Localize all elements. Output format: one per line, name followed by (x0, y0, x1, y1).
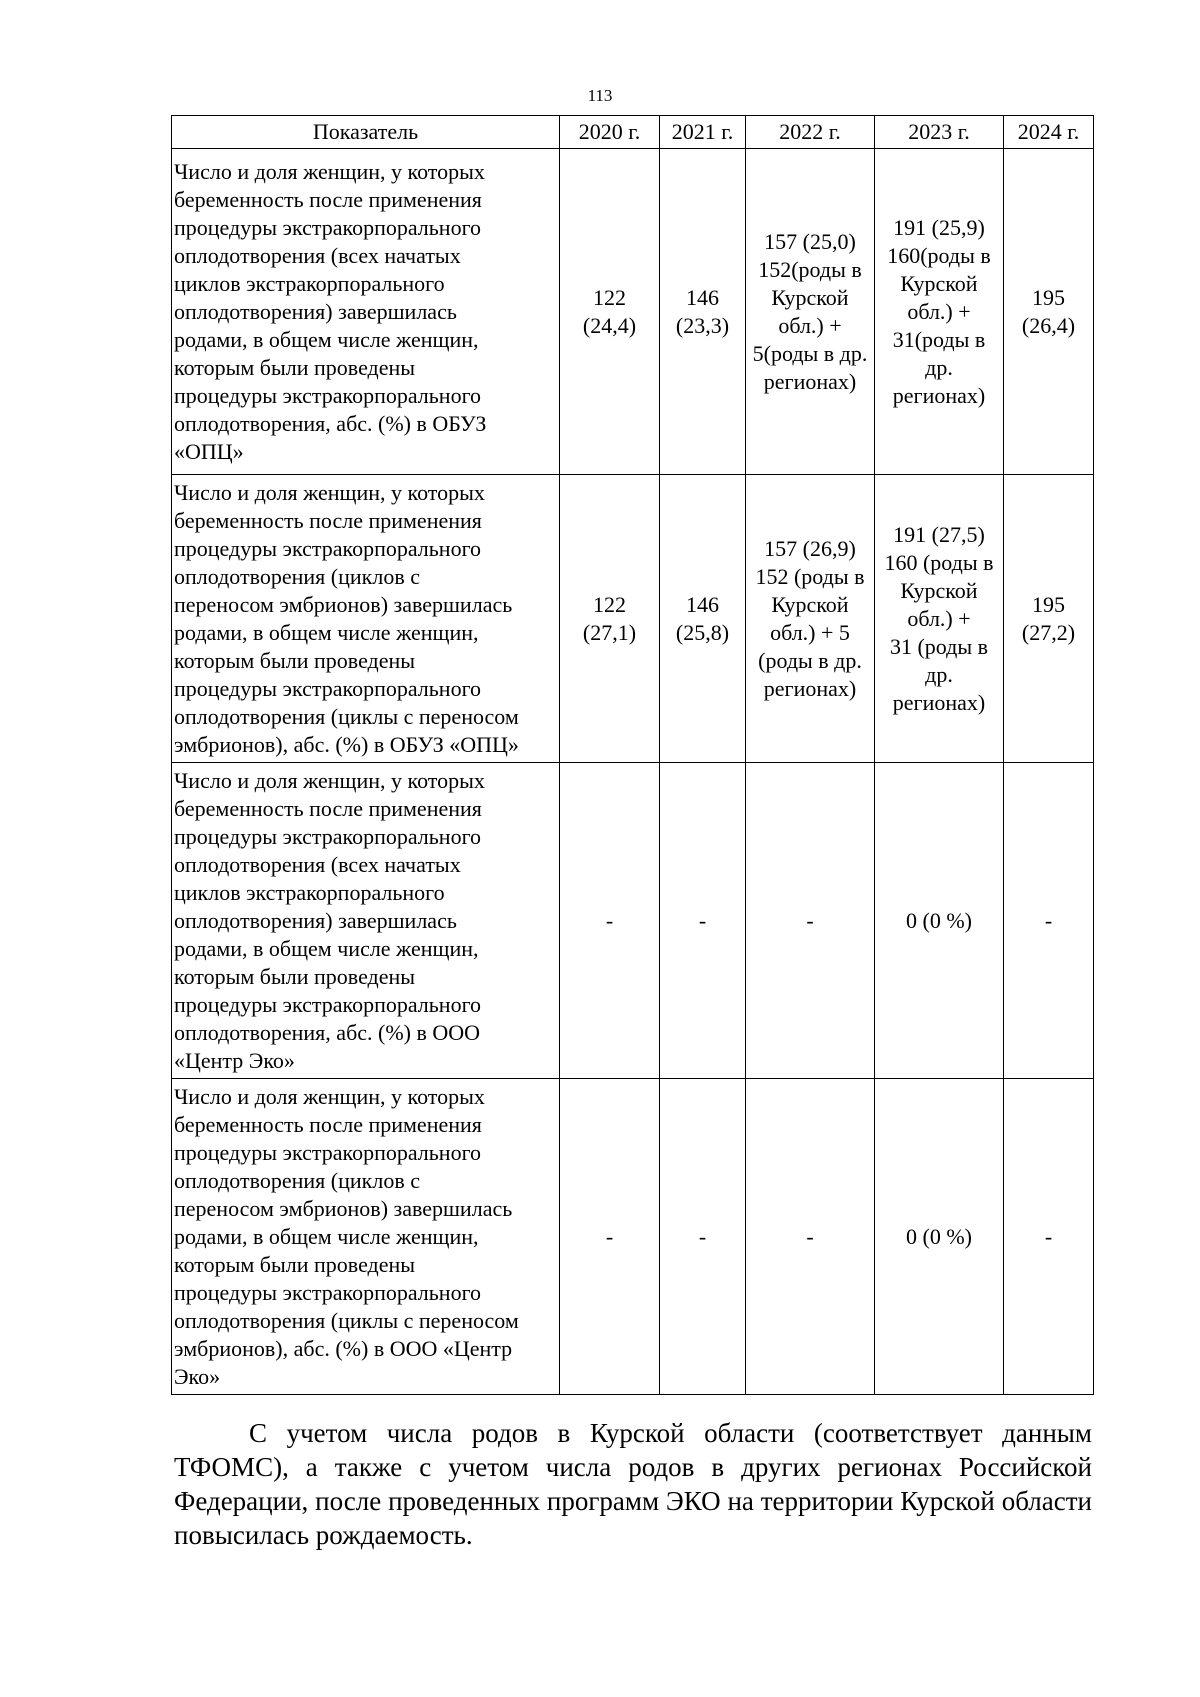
value-cell-2022: - (746, 1079, 875, 1395)
value-cell-2021: - (660, 1079, 746, 1395)
value-cell-2023: 0 (0 %) (875, 763, 1004, 1079)
table-row (172, 475, 1094, 763)
value-cell-2020: - (560, 1079, 660, 1395)
indicator-cell: Число и доля женщин, у которых беременность после применения процедуры экстракорпорального оплодотворения (всех начатых циклов экстракорпорального оплодотворения) завершилась родами, в общем числе женщин, которым были проведены процедуры экстракорпорального оплодотворения, абс. (%) в ОБУЗ «ОПЦ» (172, 149, 560, 475)
header-2020: 2020 г. (560, 116, 660, 149)
indicator-cell: Число и доля женщин, у которых беременность после применения процедуры экстракорпорального оплодотворения (циклов с переносом эмбрионов) завершилась родами, в общем числе женщин, которым были проведены процедуры экстракорпорального оплодотворения (циклы с переносом эмбрионов), абс. (%) в ОБУЗ «ОПЦ» (172, 475, 560, 763)
body-paragraph: С учетом числа родов в Курской области (соответствует данным ТФОМС), а также с учетом числа родов в других регионах Российской Федерации, после проведенных программ ЭКО на территории Курской области повысилась рождаемость. (174, 1418, 1092, 1550)
header-indicator: Показатель (172, 116, 560, 149)
header-2024: 2024 г. (1004, 116, 1094, 149)
value-cell-2024: 195 (26,4) (1004, 149, 1094, 475)
value-cell-2021: - (660, 763, 746, 1079)
header-2022: 2022 г. (746, 116, 875, 149)
value-cell-2024: - (1004, 1079, 1094, 1395)
data-table (171, 115, 1094, 1395)
table-row (172, 1079, 1094, 1395)
indicator-cell: Число и доля женщин, у которых беременность после применения процедуры экстракорпорального оплодотворения (циклов с переносом эмбрионов) завершилась родами, в общем числе женщин, которым были проведены процедуры экстракорпорального оплодотворения (циклы с переносом эмбрионов), абс. (%) в ООО «Центр Эко» (172, 1079, 560, 1395)
value-cell-2022: 157 (25,0) 152(роды в Курской обл.) + 5(роды в др. регионах) (746, 149, 875, 475)
value-cell-2021: 146 (25,8) (660, 475, 746, 763)
value-cell-2022: 157 (26,9) 152 (роды в Курской обл.) + 5 (роды в др. регионах) (746, 475, 875, 763)
table-header-row (172, 116, 1094, 149)
table-row (172, 763, 1094, 1079)
value-cell-2022: - (746, 763, 875, 1079)
indicator-cell: Число и доля женщин, у которых беременность после применения процедуры экстракорпорального оплодотворения (всех начатых циклов экстракорпорального оплодотворения) завершилась родами, в общем числе женщин, которым были проведены процедуры экстракорпорального оплодотворения, абс. (%) в ООО «Центр Эко» (172, 763, 560, 1079)
value-cell-2024: - (1004, 763, 1094, 1079)
value-cell-2023: 191 (25,9) 160(роды в Курской обл.) + 31(роды в др. регионах) (875, 149, 1004, 475)
page-number: 113 (587, 86, 613, 105)
value-cell-2024: 195 (27,2) (1004, 475, 1094, 763)
value-cell-2023: 191 (27,5) 160 (роды в Курской обл.) + 31 (роды в др. регионах) (875, 475, 1004, 763)
table-row (172, 149, 1094, 475)
value-cell-2023: 0 (0 %) (875, 1079, 1004, 1395)
value-cell-2020: 122 (24,4) (560, 149, 660, 475)
value-cell-2020: - (560, 763, 660, 1079)
value-cell-2021: 146 (23,3) (660, 149, 746, 475)
header-2021: 2021 г. (660, 116, 746, 149)
header-2023: 2023 г. (875, 116, 1004, 149)
value-cell-2020: 122 (27,1) (560, 475, 660, 763)
